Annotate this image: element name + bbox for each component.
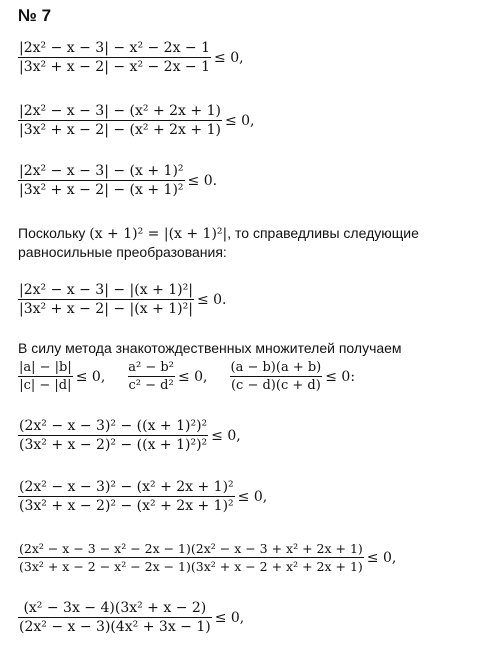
inequality-2-sign: ≤ 0, [224,112,255,129]
problem-title: № 7 [18,6,52,25]
inequality-4-numerator: |2x² − x − 3| − |(x + 1)²| [19,282,193,298]
inequality-3-sign: ≤ 0. [187,172,218,189]
inequality-7-denominator: (3x² + x − 2 − x² − 2x − 1)(3x² + x − 2 + x² + 2x + 1) [19,559,363,574]
rule-frac-3-numerator: (a − b)(a + b) [230,360,322,375]
inequality-8-denominator: (2x² − x − 3)(4x² + 3x − 1) [19,619,211,635]
inequality-5 [18,418,241,453]
paragraph-since-pre: Поскольку [18,225,90,241]
inequality-1-numerator: |2x² − x − 3| − x² − 2x − 1 [19,40,211,56]
inequality-4-denominator: |3x² + x − 2| − |(x + 1)²| [19,301,193,317]
inequality-8-sign: ≤ 0, [214,609,245,626]
inequality-6-numerator: (2x² − x − 3)² − (x² + 2x + 1)² [19,479,234,495]
inequality-7-sign: ≤ 0, [366,549,397,566]
rule-frac-1-numerator: |a| − |b| [19,360,72,375]
rule-frac-1-sign: ≤ 0, [75,368,106,385]
rule-frac-3-denominator: (c − d)(c + d) [230,378,321,393]
inequality-1 [18,40,244,75]
inequality-8 [18,600,244,635]
rule-frac-1-denominator: |c| − |d| [19,378,72,393]
inequality-3-denominator: |3x² + x − 2| − (x + 1)² [19,182,184,198]
inequality-6-sign: ≤ 0, [237,488,268,505]
inequality-2-numerator: |2x² − x − 3| − (x² + 2x + 1) [19,103,221,119]
inequality-6 [18,479,267,514]
inequality-3-numerator: |2x² − x − 3| − (x + 1)² [19,163,184,179]
rule-frac-2-numerator: a² − b² [128,360,174,375]
inequality-4 [18,282,227,317]
rule-frac-2-denominator: c² − d² [128,378,174,393]
rule-equivalences [18,360,355,393]
inequality-2-denominator: |3x² + x − 2| − (x² + 2x + 1) [19,122,221,138]
inequality-6-denominator: (3x² + x − 2)² − (x² + 2x + 1)² [19,498,234,514]
paragraph-since-post: , то справедливы следующие [227,225,419,241]
paragraph-method: В силу метода знакотождественных множителей получаем [18,340,402,356]
paragraph-since-math: (x + 1)² = |(x + 1)²| [89,226,228,242]
inequality-1-denominator: |3x² + x − 2| − x² − 2x − 1 [19,59,211,75]
inequality-5-sign: ≤ 0, [211,427,241,444]
paragraph-since-line2: равносильные преобразования: [18,244,227,260]
inequality-5-numerator: (2x² − x − 3)² − ((x + 1)²)² [19,418,208,434]
rule-frac-3-sign: ≤ 0: [325,368,356,385]
inequality-1-sign: ≤ 0, [214,49,244,66]
inequality-7-numerator: (2x² − x − 3 − x² − 2x − 1)(2x² − x − 3 + x² + 2x + 1) [19,541,363,556]
inequality-8-numerator: (x² − 3x − 4)(3x² + x − 2) [23,600,207,616]
inequality-3 [18,163,217,198]
inequality-4-sign: ≤ 0. [196,291,227,308]
inequality-5-denominator: (3x² + x − 2)² − ((x + 1)²)² [19,437,208,453]
rule-frac-2-sign: ≤ 0, [177,368,208,385]
paragraph-since [18,225,419,242]
inequality-7 [18,541,396,574]
inequality-2 [18,103,255,138]
